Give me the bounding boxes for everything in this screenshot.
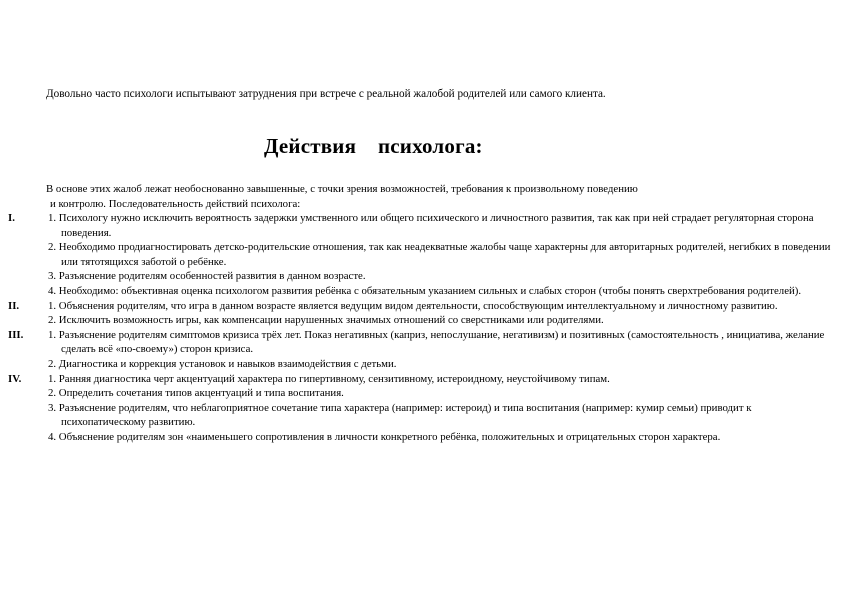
page-title: Действия психолога: — [264, 134, 483, 158]
section-numeral: III. — [8, 328, 24, 341]
lead-line-1: В основе этих жалоб лежат необоснованно завышенные, с точки зрения возможностей, требования к произвольному поведению — [46, 183, 638, 195]
section-numeral: IV. — [8, 372, 22, 385]
list-item: 1. Психологу нужно исключить вероятность задержки умственного или общего психического и личностного развития, так как при ней страдает регуляторная сторона поведения. — [48, 212, 814, 239]
lead-line-2: и контролю. Последовательность действий психолога: — [50, 197, 301, 210]
section-4 — [0, 372, 842, 445]
section-numeral: I. — [8, 212, 15, 224]
intro-text: Довольно часто психологи испытывают затруднения при встрече с реальной жалобой родителей или самого клиента. — [46, 88, 606, 100]
list-item: 4. Необходимо: объективная оценка психологом развития ребёнка с обязательным указанием сильных и слабых сторон (чтобы понять сверхтребования родителей). — [48, 284, 802, 297]
list-item: 3. Разъяснение родителям особенностей развития в данном возрасте. — [48, 270, 366, 283]
section-2 — [0, 299, 842, 328]
lead-paragraph — [46, 182, 816, 211]
list-item: 4. Объяснение родителям зон «наименьшего сопротивления в личности конкретного ребёнка, положительных и отрицательных сторон характера. — [48, 430, 721, 443]
section-numeral: II. — [8, 299, 20, 312]
section-3 — [0, 328, 842, 372]
list-item: 3. Разъяснение родителям, что неблагоприятное сочетание типа характера (например: истероид) и типа воспитания (например: кумир семьи) приводит к психопатическому развитию. — [48, 401, 752, 429]
list-item: 2. Необходимо продиагностировать детско-родительские отношения, так как неадекватные жалобы чаще характерны для авторитарных родителей, негибких в поведении или тятотящихся заботой о ребёнке. — [48, 241, 831, 268]
list-item: 1. Разъяснение родителям симптомов кризиса трёх лет. Показ негативных (каприз, непослушание, негативизм) и позитивных (самостоятельность , инициатива, желание сделать всё «по-своему») сторон кризиса. — [48, 328, 825, 356]
sections-list — [0, 211, 842, 445]
section-1 — [0, 211, 842, 299]
list-item: 1. Ранняя диагностика черт акцентуаций характера по гипертивному, сензитивному, истероидному, неустойчивому типам. — [48, 372, 610, 385]
list-item: 2. Определить сочетания типов акцентуаций и типа воспитания. — [48, 387, 344, 400]
list-item: 1. Объяснения родителям, что игра в данном возрасте является ведущим видом деятельности, способствующим интеллектуальному и личностному развитию. — [48, 299, 778, 312]
list-item: 2. Исключить возможность игры, как компенсации нарушенных значимых отношений со сверстниками или родителями. — [48, 314, 604, 327]
list-item: 2. Диагностика и коррекция установок и навыков взаимодействия с детьми. — [48, 357, 397, 370]
